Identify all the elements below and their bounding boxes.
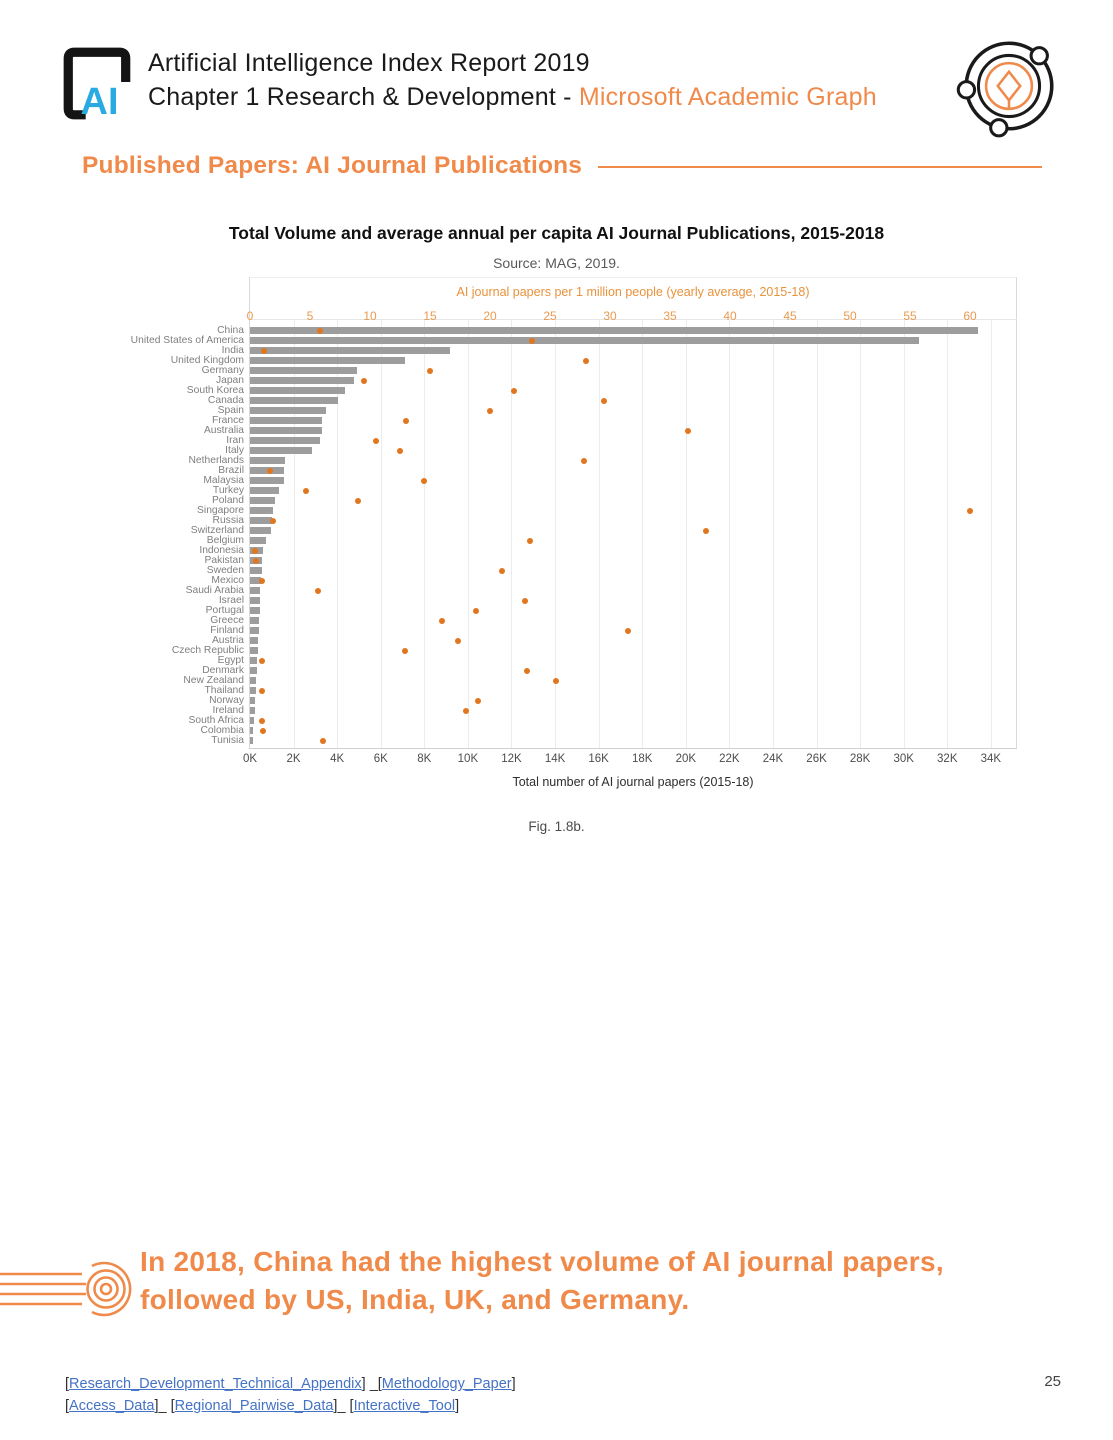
dot-france: [403, 418, 409, 424]
top-axis-label: AI journal papers per 1 million people (yearly average, 2015-18): [456, 285, 810, 299]
top-axis-tick: 5: [306, 309, 314, 323]
bottom-axis-tick: 32K: [937, 753, 958, 765]
y-label-czech-republic: Czech Republic: [171, 645, 244, 657]
gridline: [729, 320, 730, 748]
dual-axis-bar-dot-chart: [0, 215, 1113, 847]
gridline: [947, 320, 948, 748]
orbit-logo-icon: [953, 30, 1065, 142]
bar-thailand: [250, 687, 256, 694]
top-axis-tick: 40: [723, 309, 737, 323]
bar-russia: [250, 517, 272, 524]
dot-russia: [270, 518, 276, 524]
y-label-india: India: [221, 345, 244, 357]
bracket: ]: [333, 1398, 338, 1414]
footer-link-methodology-paper[interactable]: Methodology_Paper: [381, 1376, 512, 1392]
report-title-line1: Artificial Intelligence Index Report 2019: [148, 49, 590, 77]
bracket: [: [377, 1376, 382, 1392]
bottom-axis-tick: 20K: [675, 753, 697, 765]
gridline: [599, 320, 600, 748]
y-label-poland: Poland: [211, 495, 244, 507]
chart-subtitle: Source: MAG, 2019.: [493, 255, 620, 271]
bar-switzerland: [250, 527, 271, 534]
dot-china: [317, 328, 323, 334]
bar-malaysia: [250, 477, 284, 484]
dot-switzerland: [703, 528, 709, 534]
bar-tunisia: [250, 737, 253, 744]
top-axis-tick: 60: [963, 309, 977, 323]
dot-czech-republic: [402, 648, 408, 654]
bottom-axis-tick: 18K: [631, 753, 653, 765]
gridline: [468, 320, 469, 748]
bar-greece: [250, 617, 259, 624]
bottom-axis-tick: 16K: [588, 753, 609, 765]
bar-denmark: [250, 667, 257, 674]
y-label-sweden: Sweden: [206, 565, 244, 577]
dot-south-korea: [511, 388, 517, 394]
bar-ireland: [250, 707, 255, 714]
bottom-axis-tick: 6K: [373, 753, 388, 765]
bar-netherlands: [250, 457, 285, 464]
dot-sweden: [499, 568, 505, 574]
y-label-united-states-of-america: United States of America: [130, 335, 244, 347]
dot-pakistan: [253, 558, 259, 564]
dot-colombia: [260, 728, 266, 734]
gridline: [904, 320, 905, 748]
dot-indonesia: [252, 548, 258, 554]
footer-link-regional-pairwise-data[interactable]: Regional_Pairwise_Data: [174, 1398, 334, 1414]
y-label-mexico: Mexico: [211, 575, 244, 587]
y-label-singapore: Singapore: [197, 505, 244, 517]
y-label-colombia: Colombia: [200, 725, 244, 737]
bar-united-kingdom: [250, 357, 405, 364]
y-label-south-korea: South Korea: [186, 385, 244, 397]
y-label-turkey: Turkey: [212, 485, 244, 497]
footer-link-access-data[interactable]: Access_Data: [69, 1398, 155, 1414]
ai-index-logo: [60, 42, 136, 122]
dot-united-kingdom: [583, 358, 589, 364]
dot-portugal: [473, 608, 479, 614]
dot-finland: [625, 628, 631, 634]
callout-target-icon: [0, 1250, 138, 1328]
dot-denmark: [524, 668, 530, 674]
gridline: [294, 320, 295, 748]
dot-australia: [685, 428, 691, 434]
dot-germany: [427, 368, 433, 374]
y-label-germany: Germany: [201, 365, 244, 377]
bar-turkey: [250, 487, 279, 494]
bar-finland: [250, 627, 259, 634]
dot-norway: [475, 698, 481, 704]
dot-ireland: [463, 708, 469, 714]
y-label-russia: Russia: [212, 515, 244, 527]
dot-tunisia: [320, 738, 326, 744]
y-label-egypt: Egypt: [217, 655, 244, 667]
dot-mexico: [259, 578, 265, 584]
orbit-node-top-right: [1031, 48, 1047, 64]
bar-spain: [250, 407, 326, 414]
bar-colombia: [250, 727, 253, 734]
bottom-axis-tick: 12K: [501, 753, 522, 765]
bar-czech-republic: [250, 647, 258, 654]
y-label-new-zealand: New Zealand: [183, 675, 244, 687]
y-label-italy: Italy: [225, 445, 244, 457]
gridline: [511, 320, 512, 748]
bottom-axis-tick: 4K: [330, 753, 345, 765]
footer-link-interactive-tool[interactable]: Interactive_Tool: [353, 1398, 456, 1414]
y-label-france: France: [211, 415, 244, 427]
y-label-united-kingdom: United Kingdom: [170, 355, 244, 367]
dot-israel: [522, 598, 528, 604]
bar-australia: [250, 427, 322, 434]
y-label-south-africa: South Africa: [188, 715, 244, 727]
bar-canada: [250, 397, 338, 404]
callout-text: [140, 1243, 1040, 1319]
bar-belgium: [250, 537, 266, 544]
bar-austria: [250, 637, 258, 644]
bar-saudi-arabia: [250, 587, 260, 594]
bar-poland: [250, 497, 275, 504]
top-axis-tick: 20: [483, 309, 497, 323]
dot-united-states-of-america: [529, 338, 535, 344]
dot-italy: [397, 448, 403, 454]
top-axis-tick: 0: [246, 309, 254, 323]
top-axis-tick: 50: [843, 309, 857, 323]
y-label-tunisia: Tunisia: [211, 735, 244, 747]
section-heading: [82, 152, 1042, 180]
orbit-node-left: [958, 82, 974, 98]
footer-links-line2: [Access_Data]_ [Regional_Pairwise_Data]_ [Interactive_Tool]: [65, 1398, 460, 1414]
y-label-portugal: Portugal: [205, 605, 244, 617]
section-heading-text: Published Papers: AI Journal Publications: [82, 152, 583, 179]
gridline: [555, 320, 556, 748]
top-axis-tick: 35: [663, 309, 677, 323]
gridline: [817, 320, 818, 748]
bar-singapore: [250, 507, 273, 514]
bar-south-korea: [250, 387, 345, 394]
bracket: ]: [511, 1376, 516, 1392]
bar-sweden: [250, 567, 262, 574]
plot-bottom-axis-line: [249, 748, 1017, 749]
y-label-saudi-arabia: Saudi Arabia: [185, 585, 244, 597]
y-label-malaysia: Malaysia: [203, 475, 244, 487]
bar-united-states-of-america: [250, 337, 919, 344]
bracket: [: [65, 1398, 70, 1414]
bar-south-africa: [250, 717, 254, 724]
dot-japan: [361, 378, 367, 384]
plot-right-border: [1016, 277, 1017, 748]
bottom-axis-tick: 26K: [806, 753, 827, 765]
top-axis-tick: 45: [783, 309, 797, 323]
footer-links: [65, 1373, 965, 1417]
dot-singapore: [967, 508, 973, 514]
y-label-pakistan: Pakistan: [204, 555, 244, 567]
bar-iran: [250, 437, 320, 444]
dot-thailand: [259, 688, 265, 694]
y-label-ireland: Ireland: [212, 705, 244, 717]
bar-israel: [250, 597, 260, 604]
dot-canada: [601, 398, 607, 404]
bracket: ]: [154, 1398, 159, 1414]
orbit-node-bottom: [991, 120, 1007, 136]
gridline: [642, 320, 643, 748]
gridline: [424, 320, 425, 748]
bar-egypt: [250, 657, 257, 664]
bar-japan: [250, 377, 354, 384]
bar-italy: [250, 447, 312, 454]
orbit-diamond: [998, 72, 1020, 109]
y-label-thailand: Thailand: [204, 685, 244, 697]
plot-top-border: [249, 277, 1017, 278]
source-label: Microsoft Academic Graph: [578, 83, 877, 111]
y-label-belgium: Belgium: [206, 535, 244, 547]
y-label-greece: Greece: [210, 615, 244, 627]
chart-title: Total Volume and average annual per capita AI Journal Publications, 2015-2018: [228, 223, 885, 243]
y-label-switzerland: Switzerland: [190, 525, 244, 537]
bracket: [: [170, 1398, 175, 1414]
y-label-finland: Finland: [210, 625, 244, 637]
y-label-china: China: [217, 325, 244, 337]
bar-china: [250, 327, 978, 334]
dot-austria: [455, 638, 461, 644]
dot-malaysia: [421, 478, 427, 484]
footer-links-line1: [Research_Development_Technical_Appendix] _[Methodology_Paper]: [65, 1376, 516, 1392]
y-label-israel: Israel: [218, 595, 244, 607]
report-title: [148, 46, 877, 114]
top-axis-tick: 30: [603, 309, 617, 323]
y-label-austria: Austria: [211, 635, 244, 647]
callout-line1: In 2018, China had the highest volume of AI journal papers,: [140, 1246, 944, 1277]
bracket: [: [65, 1376, 70, 1392]
y-label-brazil: Brazil: [218, 465, 244, 477]
top-axis-tick: 55: [903, 309, 917, 323]
dot-netherlands: [581, 458, 587, 464]
bar-portugal: [250, 607, 260, 614]
figure-caption: Fig. 1.8b.: [528, 819, 585, 834]
logo-ai-text: AI: [80, 80, 119, 122]
dot-saudi-arabia: [315, 588, 321, 594]
heading-rule: [598, 166, 1042, 169]
y-label-japan: Japan: [215, 375, 244, 387]
gridline: [773, 320, 774, 748]
bottom-axis-tick: 8K: [417, 753, 432, 765]
y-label-australia: Australia: [203, 425, 244, 437]
bottom-axis-label: Total number of AI journal papers (2015-18): [512, 775, 754, 789]
dot-new-zealand: [553, 678, 559, 684]
page-number: 25: [1044, 1373, 1061, 1390]
gridline: [337, 320, 338, 748]
dot-poland: [355, 498, 361, 504]
bottom-axis-tick: 30K: [893, 753, 914, 765]
bottom-axis-tick: 14K: [544, 753, 566, 765]
bottom-axis-tick: 0K: [242, 753, 258, 765]
gridline: [860, 320, 861, 748]
bottom-axis-tick: 24K: [762, 753, 784, 765]
dot-south-africa: [259, 718, 265, 724]
footer-link-research-development-technical-appendix[interactable]: Research_Development_Technical_Appendix: [69, 1376, 362, 1392]
gridline: [381, 320, 382, 748]
bottom-axis-tick: 28K: [849, 753, 871, 765]
y-label-iran: Iran: [226, 435, 244, 447]
y-label-spain: Spain: [217, 405, 244, 417]
gridline: [991, 320, 992, 748]
top-axis-tick: 15: [423, 309, 437, 323]
dot-turkey: [303, 488, 309, 494]
dot-iran: [373, 438, 379, 444]
top-axis-tick: 10: [363, 309, 377, 323]
callout-line2: followed by US, India, UK, and Germany.: [140, 1284, 690, 1315]
bottom-axis-tick: 2K: [286, 753, 301, 765]
chapter-label: Chapter 1 Research & Development -: [148, 83, 579, 111]
y-label-denmark: Denmark: [202, 665, 244, 677]
dot-egypt: [259, 658, 265, 664]
y-label-canada: Canada: [207, 395, 244, 407]
bottom-axis-tick: 22K: [719, 753, 740, 765]
bar-new-zealand: [250, 677, 256, 684]
y-label-netherlands: Netherlands: [188, 455, 244, 467]
bracket: ]: [361, 1376, 366, 1392]
bracket: ]: [455, 1398, 460, 1414]
bar-france: [250, 417, 322, 424]
bottom-axis-tick: 10K: [457, 753, 479, 765]
bracket: [: [349, 1398, 354, 1414]
bottom-axis-tick: 34K: [980, 753, 1002, 765]
gridline: [686, 320, 687, 748]
dot-greece: [439, 618, 445, 624]
y-label-indonesia: Indonesia: [199, 545, 244, 557]
y-label-norway: Norway: [209, 695, 244, 707]
bar-india: [250, 347, 450, 354]
bar-germany: [250, 367, 357, 374]
dot-belgium: [527, 538, 533, 544]
dot-spain: [487, 408, 493, 414]
bar-norway: [250, 697, 255, 704]
report-title-line2: [148, 80, 877, 114]
top-axis-tick: 25: [543, 309, 557, 323]
